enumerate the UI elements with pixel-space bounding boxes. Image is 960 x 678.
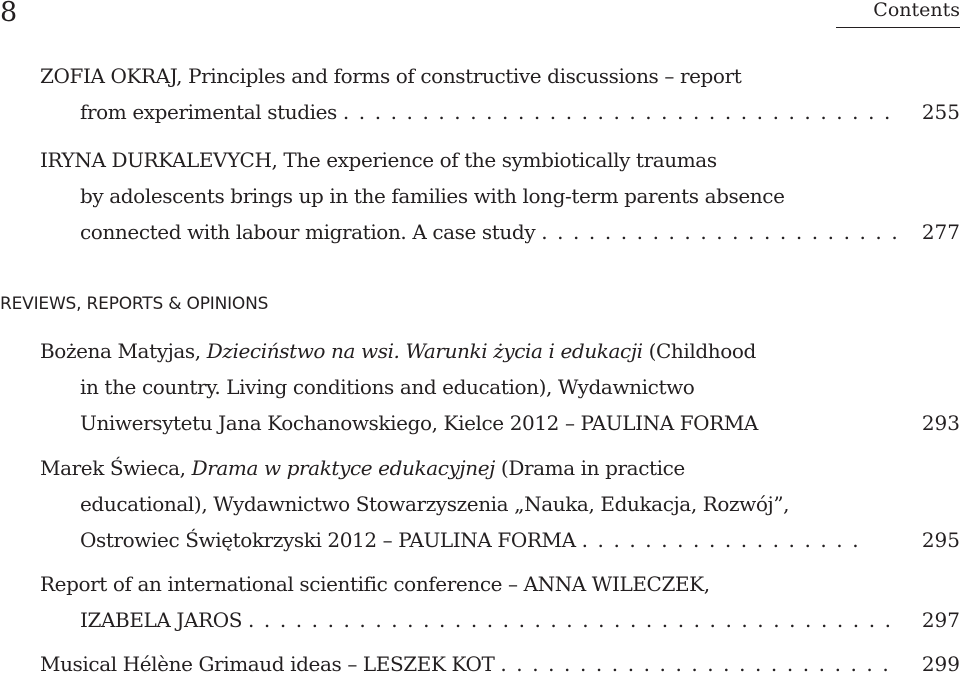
leader-dots: . . . . . . . . . . . . . . . . . . . . . . . [541, 220, 900, 244]
entry-title-line [80, 98, 892, 126]
entry-title-text: Musical Hélène Grimaud ideas – LESZEK KOT [40, 652, 495, 676]
page-number: 8 [0, 0, 18, 28]
entry-page-number: 293 [921, 411, 960, 435]
leader-dots: . . . . . . . . . . . . . . . . . . . . . . . . . . . . . . . . . . . [342, 100, 892, 124]
entry-title-line: educational), Wydawnictwo Stowarzyszenia „Nauka, Edukacja, Rozwój”, [80, 492, 790, 516]
entry-title-text: Ostrowiec Świętokrzyski 2012 – PAULINA FORMA [80, 528, 576, 552]
entry-title-line: in the country. Living conditions and education), Wydawnictwo [80, 375, 695, 399]
running-head: Contents [836, 0, 960, 28]
entry-title-line [80, 526, 860, 554]
entry-author: Marek Świeca, [40, 456, 192, 480]
toc-entry[interactable] [40, 337, 960, 441]
entry-book-title: Drama w praktyce edukacyjnej [191, 456, 495, 480]
leader-dots: . . . . . . . . . . . . . . . . . . [581, 528, 861, 552]
entry-title-text: (Drama in practice [494, 456, 685, 480]
toc-entry[interactable] [40, 454, 960, 558]
entry-page-number: 297 [921, 608, 960, 632]
entry-book-title: Dzieciństwo na wsi. Warunki życia i edukacji [206, 339, 643, 363]
entry-title-line [40, 650, 890, 678]
entry-title-line: ZOFIA OKRAJ, Principles and forms of constructive discussions – report [40, 64, 742, 88]
leader-dots: . . . . . . . . . . . . . . . . . . . . . . . . . [500, 652, 891, 676]
entry-page-number: 299 [921, 652, 960, 676]
entry-page-number: 277 [921, 220, 960, 244]
entry-author: Bożena Matyjas, [40, 339, 207, 363]
entry-title-text: IZABELA JAROS [80, 608, 243, 632]
entry-title-line [40, 337, 756, 365]
toc-entry[interactable] [40, 146, 960, 250]
entry-title-line: IRYNA DURKALEVYCH, The experience of the symbiotically traumas [40, 148, 717, 172]
entry-title-line [80, 218, 899, 246]
entry-page-number: 255 [921, 100, 960, 124]
section-heading: REVIEWS, REPORTS & OPINIONS [0, 294, 269, 314]
entry-title-text: from experimental studies [80, 100, 337, 124]
toc-entry[interactable] [40, 570, 960, 638]
entry-title-text: (Childhood [642, 339, 756, 363]
toc-entry[interactable] [40, 650, 960, 678]
leader-dots: . . . . . . . . . . . . . . . . . . . . . . . . . . . . . . . . . . . . . . . . . [248, 608, 893, 632]
entry-title-line [80, 606, 893, 634]
entry-title-line: by adolescents brings up in the families with long-term parents absence [80, 184, 785, 208]
toc-entry[interactable] [40, 62, 960, 130]
entry-title-line: Report of an international scientific conference – ANNA WILECZEK, [40, 572, 710, 596]
entry-page-number: 295 [921, 528, 960, 552]
entry-title-line [40, 454, 685, 482]
entry-title-line: Uniwersytetu Jana Kochanowskiego, Kielce 2012 – PAULINA FORMA [80, 411, 758, 435]
entry-title-text: connected with labour migration. A case study [80, 220, 536, 244]
